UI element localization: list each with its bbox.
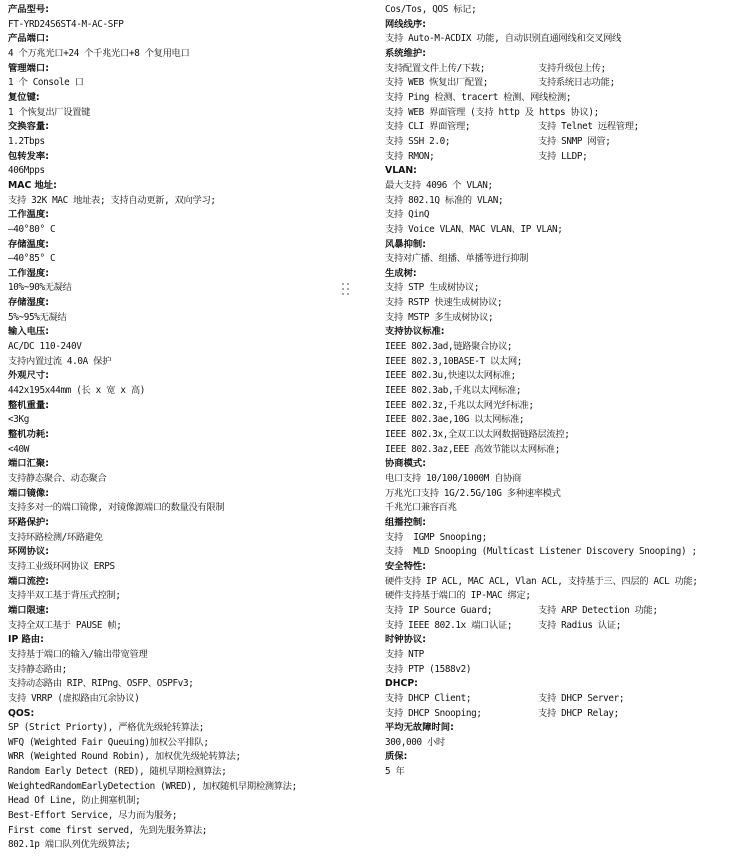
- spec-line: 支持对广播、组播、单播等进行抑制: [385, 253, 529, 265]
- spec-line: IEEE 802.3az,EEE 高效节能以太网标准;: [385, 443, 560, 455]
- spec-line: 支持 RSTP 快速生成树协议;: [385, 297, 503, 309]
- spec-line-left-part: 支持 CLI 界面管理;: [385, 121, 471, 133]
- spec-heading: 生成树:: [385, 267, 417, 279]
- spec-line: <3Kg: [8, 414, 29, 426]
- spec-line: IEEE 802.3ab,千兆以太网标准;: [385, 385, 522, 397]
- spec-heading: 组播控制:: [385, 516, 426, 528]
- spec-line: 支持多对一的端口镜像, 对镜像源端口的数量没有限制: [8, 502, 225, 514]
- spec-heading: 产品型号:: [8, 4, 49, 15]
- spec-heading: VLAN:: [385, 165, 417, 177]
- spec-line-right-part: 支持系统日志功能;: [538, 77, 615, 89]
- spec-line-pair: [385, 619, 731, 634]
- drag-handle-icon[interactable]: [342, 283, 350, 297]
- spec-line: 支持 Auto-M-ACDIX 功能, 自动识别直通网线和交叉网线: [385, 33, 622, 45]
- spec-heading: 交换容量:: [8, 121, 49, 133]
- spec-line: 千兆光口兼容百兆: [385, 502, 457, 514]
- spec-line-right-part: 支持 DHCP Relay;: [538, 707, 619, 719]
- spec-line: IEEE 802.3z,千兆以太网光纤标准;: [385, 399, 534, 411]
- spec-line: 1.2Tbps: [8, 135, 45, 147]
- spec-heading: 端口镜像:: [8, 487, 49, 499]
- spec-heading: DHCP:: [385, 678, 418, 690]
- spec-line: IEEE 802.3ad,链路聚合协议;: [385, 341, 513, 353]
- spec-line: IEEE 802.3,10BASE-T 以太网;: [385, 355, 523, 367]
- spec-line: IEEE 802.3u,快速以太网标准;: [385, 370, 516, 382]
- spec-heading: 安全特性:: [385, 560, 426, 572]
- spec-line-pair: [385, 150, 731, 165]
- spec-line-left-part: 支持 RMON;: [385, 150, 435, 162]
- spec-line: 支持 WEB 界面管理 (支持 http 及 https 协议);: [385, 106, 599, 118]
- spec-heading: 平均无故障时间:: [385, 722, 454, 734]
- spec-line-pair: [385, 76, 731, 91]
- spec-line-pair: [385, 707, 731, 722]
- spec-line: 支持 NTP: [385, 648, 424, 660]
- spec-line: 支持 MLD Snooping (Multicast Listener Discovery Snooping) ;: [385, 546, 697, 558]
- spec-line-left-part: 支持 IEEE 802.1x 端口认证;: [385, 619, 513, 631]
- spec-heading: MAC 地址:: [8, 179, 57, 191]
- spec-line: 最大支持 4096 个 VLAN;: [385, 179, 493, 191]
- spec-line: SP (Strict Priorty), 严格优先级轮转算法;: [8, 722, 204, 734]
- spec-line: 442x195x44mm (长 x 宽 x 高): [8, 385, 146, 397]
- spec-line-pair: [385, 692, 731, 707]
- spec-line-pair: [385, 135, 731, 150]
- spec-line: 支持 Voice VLAN、MAC VLAN、IP VLAN;: [385, 223, 563, 235]
- spec-heading: 环路保护:: [8, 516, 49, 528]
- spec-heading: IP 路由:: [8, 634, 44, 646]
- spec-heading: 环网协议:: [8, 546, 49, 558]
- spec-line-left-part: 支持 DHCP Client;: [385, 692, 472, 704]
- spec-heading: 系统维护:: [385, 47, 426, 59]
- spec-heading: 质保:: [385, 751, 408, 763]
- spec-line: 支持静态聚合、动态聚合: [8, 473, 107, 484]
- spec-line: 支持静态路由;: [8, 663, 67, 675]
- spec-heading: 复位键:: [8, 91, 40, 103]
- spec-heading: 存储湿度:: [8, 297, 49, 309]
- spec-line: 支持内置过流 4.0A 保护: [8, 355, 112, 367]
- spec-line-right-part: 支持 SNMP 网管;: [538, 135, 611, 147]
- spec-heading: 外观尺寸:: [8, 370, 49, 382]
- spec-line: <40W: [8, 443, 29, 455]
- spec-line-left-part: 支持 IP Source Guard;: [385, 604, 493, 616]
- spec-heading: 工作湿度:: [8, 267, 49, 279]
- spec-line: Head Of Line, 防止拥塞机制;: [8, 795, 141, 807]
- spec-line: 支持半双工基于背压式控制;: [8, 590, 121, 602]
- spec-line: 支持工业级环网协议 ERPS: [8, 560, 115, 572]
- spec-line-right-part: 支持 DHCP Server;: [538, 692, 625, 704]
- spec-heading: 支持协议标准:: [385, 326, 445, 338]
- spec-line-right-part: 支持 LLDP;: [538, 150, 588, 162]
- spec-line: 支持基于端口的输入/输出带宽管理: [8, 648, 148, 660]
- spec-heading: 整机重量:: [8, 399, 49, 411]
- spec-line: 支持 Ping 检测、tracert 检测、网线检测;: [385, 91, 572, 103]
- spec-line: 支持动态路由 RIP、RIPng、OSFP、OSPFv3;: [8, 678, 194, 690]
- spec-heading: 产品端口:: [8, 33, 49, 45]
- spec-heading: 管理端口:: [8, 62, 49, 74]
- spec-line: 支持 VRRP (虚拟路由冗余协议): [8, 692, 140, 704]
- spec-line-right-part: 支持 Radius 认证;: [538, 619, 622, 631]
- spec-heading: 输入电压:: [8, 326, 49, 338]
- spec-line: 支持 MSTP 多生成树协议;: [385, 311, 494, 323]
- spec-heading: 整机功耗:: [8, 429, 49, 441]
- spec-line-pair: [385, 120, 731, 135]
- spec-line: Random Early Detect (RED), 随机早期检测算法;: [8, 766, 227, 778]
- spec-line: 300,000 小时: [385, 736, 445, 748]
- spec-line-left-part: 支持 DHCP Snooping;: [385, 707, 482, 719]
- spec-heading: 时钟协议:: [385, 634, 426, 646]
- spec-line-right-part: 支持升级包上传;: [538, 62, 606, 74]
- spec-line: 支持 PTP (1588v2): [385, 663, 472, 675]
- spec-line-left-part: 支持配置文件上传/下载;: [385, 62, 485, 74]
- spec-line-right-part: 支持 Telnet 远程管理;: [538, 121, 639, 133]
- spec-line: 1 个恢复出厂设置键: [8, 106, 91, 118]
- spec-line-pair: [385, 62, 731, 77]
- spec-heading: 工作温度:: [8, 209, 49, 221]
- spec-heading: 包转发率:: [8, 150, 49, 162]
- spec-line: First come first served, 先到先服务算法;: [8, 824, 208, 836]
- spec-line: 支持全双工基于 PAUSE 帧;: [8, 619, 122, 631]
- spec-line: 万兆光口支持 1G/2.5G/10G 多种速率模式: [385, 487, 561, 499]
- spec-heading: 网线线序:: [385, 18, 426, 30]
- spec-line: Cos/Tos, QOS 标记;: [385, 4, 477, 15]
- spec-heading: 风暴抑制:: [385, 238, 426, 250]
- spec-line: 406Mpps: [8, 165, 45, 177]
- spec-line: WRR (Weighted Round Robin), 加权优先级轮转算法;: [8, 751, 241, 763]
- spec-line: —40°85° C: [8, 253, 56, 265]
- spec-line: 支持 STP 生成树协议;: [385, 282, 480, 294]
- spec-line: 4 个万兆光口+24 个千兆光口+8 个复用电口: [8, 47, 190, 59]
- spec-line-left-part: 支持 SSH 2.0;: [385, 135, 451, 147]
- spec-line: 802.1p 端口队列优先级算法;: [8, 839, 131, 851]
- spec-line: 10%~90%无凝结: [8, 282, 72, 294]
- spec-line: 支持 QinQ: [385, 209, 430, 221]
- spec-line: —40°80° C: [8, 223, 56, 235]
- spec-line: Best-Effort Service, 尽力而为服务;: [8, 810, 178, 822]
- spec-line: FT-YRD24S6ST4-M-AC-SFP: [8, 18, 124, 30]
- spec-line: 支持 32K MAC 地址表; 支持自动更新, 双向学习;: [8, 194, 216, 206]
- spec-column-right: [385, 3, 731, 780]
- spec-line: IEEE 802.3ae,10G 以太网标准;: [385, 414, 525, 426]
- spec-line: 支持 IGMP Snooping;: [385, 531, 487, 543]
- spec-line: WeightedRandomEarlyDetection (WRED), 加权随机早期检测算法;: [8, 780, 297, 792]
- spec-heading: 端口限速:: [8, 604, 49, 616]
- spec-line-pair: [385, 604, 731, 619]
- spec-line: 5 年: [385, 766, 405, 778]
- spec-line: 5%~95%无凝结: [8, 311, 67, 323]
- spec-line: 电口支持 10/100/1000M 自协商: [385, 473, 522, 484]
- spec-line: AC/DC 110-240V: [8, 341, 82, 353]
- spec-line: 硬件支持 IP ACL, MAC ACL, Vlan ACL, 支持基于三、四层的 ACL 功能;: [385, 575, 698, 587]
- spec-column-left: [8, 3, 373, 853]
- spec-line: 1 个 Console 口: [8, 77, 84, 89]
- spec-heading: QOS:: [8, 707, 35, 719]
- spec-heading: 协商模式:: [385, 458, 426, 470]
- spec-line: 硬件支持基于端口的 IP-MAC 绑定;: [385, 590, 531, 602]
- spec-line: WFQ (Weighted Fair Queuing)加权公平排队;: [8, 736, 209, 748]
- spec-line-left-part: 支持 WEB 恢复出厂配置;: [385, 77, 489, 89]
- spec-line-right-part: 支持 ARP Detection 功能;: [538, 604, 658, 616]
- spec-line: IEEE 802.3x,全双工以太网数据链路层流控;: [385, 429, 570, 441]
- spec-line: 支持环路检测/环路避免: [8, 531, 103, 543]
- spec-line: 支持 802.1Q 标准的 VLAN;: [385, 194, 504, 206]
- spec-heading: 存储温度:: [8, 238, 49, 250]
- spec-heading: 端口流控:: [8, 575, 49, 587]
- spec-heading: 端口汇聚:: [8, 458, 49, 470]
